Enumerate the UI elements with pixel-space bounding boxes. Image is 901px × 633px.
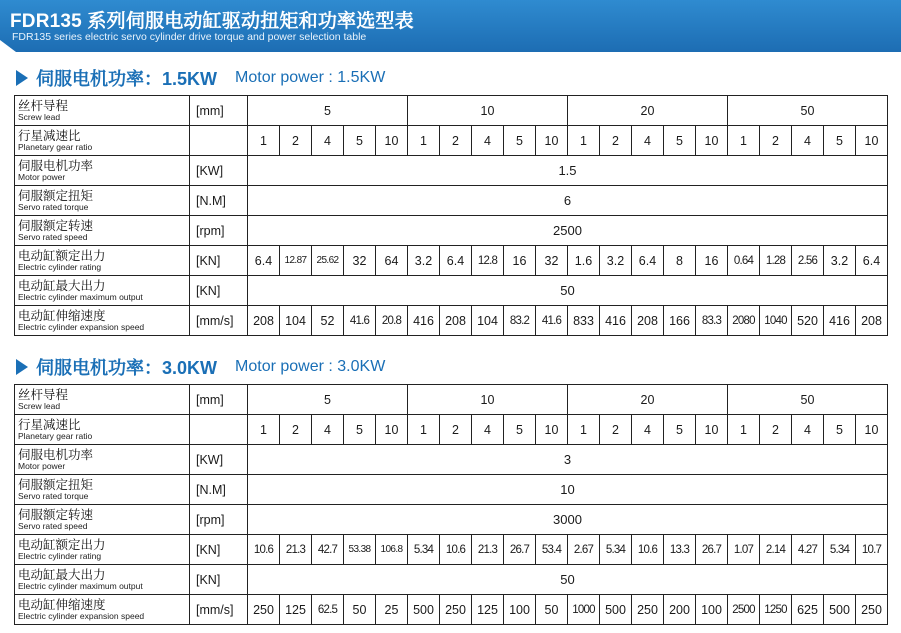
value-cell: 2 — [440, 415, 472, 445]
row-label-en: Planetary gear ratio — [18, 142, 93, 152]
row-label — [15, 276, 190, 306]
value-cell: 5 — [664, 126, 696, 156]
table-row — [15, 565, 888, 595]
value-cell: 4.27 — [792, 535, 824, 565]
value-cell: 5.34 — [824, 535, 856, 565]
triangle-bullet-icon — [16, 70, 28, 86]
row-unit: [N.M] — [190, 186, 248, 216]
value-cell: 26.7 — [504, 535, 536, 565]
row-label-en: Electric cylinder rating — [18, 262, 102, 272]
table-row — [15, 216, 888, 246]
value-cell: 208 — [856, 306, 888, 336]
row-label-en: Planetary gear ratio — [18, 431, 93, 441]
value-cell: 4 — [632, 415, 664, 445]
value-cell: 83.2 — [504, 306, 536, 336]
value-cell: 10 — [376, 415, 408, 445]
value-cell: 41.6 — [536, 306, 568, 336]
merged-value-cell: 1.5 — [248, 156, 888, 186]
row-label-cn: 电动缸额定出力 — [18, 537, 106, 552]
value-cell: 416 — [408, 306, 440, 336]
value-cell: 1.6 — [568, 246, 600, 276]
screw-lead-cell: 5 — [248, 96, 408, 126]
merged-value-cell: 50 — [248, 565, 888, 595]
value-cell: 833 — [568, 306, 600, 336]
row-label-en: Screw lead — [18, 401, 61, 411]
table-row — [15, 156, 888, 186]
table-row — [15, 595, 888, 625]
row-label — [15, 156, 190, 186]
row-label — [15, 505, 190, 535]
value-cell: 1 — [728, 126, 760, 156]
value-cell: 32 — [536, 246, 568, 276]
value-cell: 10.7 — [856, 535, 888, 565]
value-cell: 0.64 — [728, 246, 760, 276]
value-cell: 208 — [632, 306, 664, 336]
row-label — [15, 385, 190, 415]
screw-lead-cell: 20 — [568, 96, 728, 126]
value-cell: 520 — [792, 306, 824, 336]
value-cell: 2 — [440, 126, 472, 156]
section-heading-2 — [16, 355, 385, 379]
merged-value-cell: 2500 — [248, 216, 888, 246]
value-cell: 100 — [504, 595, 536, 625]
value-cell: 10 — [856, 126, 888, 156]
value-cell: 25.62 — [312, 246, 344, 276]
row-label-cn: 伺服额定转速 — [18, 218, 94, 233]
row-label-cn: 丝杆导程 — [18, 387, 69, 402]
value-cell: 21.3 — [280, 535, 312, 565]
table-row — [15, 276, 888, 306]
value-cell: 2 — [280, 415, 312, 445]
value-cell: 16 — [696, 246, 728, 276]
merged-value-cell: 3 — [248, 445, 888, 475]
row-unit: [mm] — [190, 385, 248, 415]
value-cell: 21.3 — [472, 535, 504, 565]
row-label — [15, 595, 190, 625]
value-cell: 50 — [536, 595, 568, 625]
row-unit: [mm/s] — [190, 306, 248, 336]
row-label — [15, 445, 190, 475]
row-unit: [rpm] — [190, 216, 248, 246]
table-row — [15, 445, 888, 475]
row-label-en: Electric cylinder expansion speed — [18, 322, 145, 332]
row-unit: [KN] — [190, 246, 248, 276]
table-row — [15, 535, 888, 565]
value-cell: 12.8 — [472, 246, 504, 276]
value-cell: 5 — [344, 126, 376, 156]
value-cell: 53.4 — [536, 535, 568, 565]
value-cell: 2 — [600, 126, 632, 156]
value-cell: 16 — [504, 246, 536, 276]
row-label-en: Electric cylinder expansion speed — [18, 611, 145, 621]
row-label-en: Electric cylinder rating — [18, 551, 102, 561]
value-cell: 83.3 — [696, 306, 728, 336]
value-cell: 4 — [312, 126, 344, 156]
value-cell: 2500 — [728, 595, 760, 625]
banner-corner-notch — [0, 40, 16, 52]
header-banner — [0, 0, 901, 52]
row-label-en: Electric cylinder maximum output — [18, 292, 143, 302]
value-cell: 4 — [792, 126, 824, 156]
value-cell: 10.6 — [632, 535, 664, 565]
value-cell: 250 — [856, 595, 888, 625]
value-cell: 1 — [728, 415, 760, 445]
value-cell: 4 — [632, 126, 664, 156]
value-cell: 10 — [536, 415, 568, 445]
value-cell: 625 — [792, 595, 824, 625]
row-label — [15, 535, 190, 565]
row-label-cn: 伺服电机功率 — [18, 447, 94, 462]
value-cell: 10 — [856, 415, 888, 445]
value-cell: 53.38 — [344, 535, 376, 565]
value-cell: 2.67 — [568, 535, 600, 565]
value-cell: 1040 — [760, 306, 792, 336]
value-cell: 32 — [344, 246, 376, 276]
row-label-cn: 电动缸额定出力 — [18, 248, 106, 263]
value-cell: 2080 — [728, 306, 760, 336]
row-label-en: Motor power — [18, 172, 66, 182]
row-label-cn: 电动缸伸缩速度 — [18, 308, 106, 323]
value-cell: 20.8 — [376, 306, 408, 336]
value-cell: 500 — [824, 595, 856, 625]
row-unit: [KW] — [190, 445, 248, 475]
value-cell: 25 — [376, 595, 408, 625]
value-cell: 42.7 — [312, 535, 344, 565]
row-label-cn: 伺服电机功率 — [18, 158, 94, 173]
value-cell: 64 — [376, 246, 408, 276]
spec-table-1.5kw — [14, 95, 888, 336]
row-label-cn: 伺服额定扭矩 — [18, 477, 94, 492]
value-cell: 1000 — [568, 595, 600, 625]
row-label-en: Servo rated speed — [18, 521, 88, 531]
value-cell: 1250 — [760, 595, 792, 625]
row-unit: [mm/s] — [190, 595, 248, 625]
value-cell: 50 — [344, 595, 376, 625]
value-cell: 2 — [760, 126, 792, 156]
value-cell: 1 — [248, 415, 280, 445]
row-label-en: Electric cylinder maximum output — [18, 581, 143, 591]
value-cell: 208 — [440, 306, 472, 336]
table-row — [15, 385, 888, 415]
table-row — [15, 96, 888, 126]
screw-lead-cell: 50 — [728, 385, 888, 415]
value-cell: 500 — [600, 595, 632, 625]
row-unit: [KN] — [190, 276, 248, 306]
page-title: FDR135 系列伺服电动缸驱动扭矩和功率选型表 — [10, 11, 414, 32]
merged-value-cell: 6 — [248, 186, 888, 216]
row-label — [15, 475, 190, 505]
value-cell: 104 — [472, 306, 504, 336]
merged-value-cell: 10 — [248, 475, 888, 505]
table-row — [15, 415, 888, 445]
row-label-en: Motor power — [18, 461, 66, 471]
value-cell: 6.4 — [632, 246, 664, 276]
page-subtitle: FDR135 series electric servo cylinder drive torque and power selection table — [12, 31, 367, 43]
row-label — [15, 186, 190, 216]
value-cell: 250 — [248, 595, 280, 625]
value-cell: 5 — [664, 415, 696, 445]
value-cell: 6.4 — [440, 246, 472, 276]
row-label — [15, 306, 190, 336]
value-cell: 125 — [472, 595, 504, 625]
value-cell: 104 — [280, 306, 312, 336]
row-label-en: Screw lead — [18, 112, 61, 122]
row-unit: [mm] — [190, 96, 248, 126]
value-cell: 5 — [504, 126, 536, 156]
value-cell: 200 — [664, 595, 696, 625]
value-cell: 10.6 — [440, 535, 472, 565]
value-cell: 1 — [408, 415, 440, 445]
row-unit: [rpm] — [190, 505, 248, 535]
row-label — [15, 246, 190, 276]
value-cell: 5 — [504, 415, 536, 445]
value-cell: 10 — [536, 126, 568, 156]
value-cell: 1 — [568, 415, 600, 445]
value-cell: 6.4 — [248, 246, 280, 276]
row-label-en: Servo rated torque — [18, 202, 89, 212]
value-cell: 5.34 — [408, 535, 440, 565]
section-title-cn: 伺服电机功率：3.0KW — [36, 358, 218, 378]
screw-lead-cell: 50 — [728, 96, 888, 126]
value-cell: 1 — [408, 126, 440, 156]
table-row — [15, 246, 888, 276]
row-unit: [KN] — [190, 535, 248, 565]
table-row — [15, 126, 888, 156]
value-cell: 2.14 — [760, 535, 792, 565]
row-label — [15, 216, 190, 246]
row-label-cn: 丝杆导程 — [18, 98, 69, 113]
value-cell: 250 — [440, 595, 472, 625]
value-cell: 1.28 — [760, 246, 792, 276]
value-cell: 416 — [600, 306, 632, 336]
value-cell: 5 — [824, 126, 856, 156]
value-cell: 4 — [312, 415, 344, 445]
value-cell: 416 — [824, 306, 856, 336]
value-cell: 208 — [248, 306, 280, 336]
triangle-bullet-icon — [16, 359, 28, 375]
spec-table-3.0kw — [14, 384, 888, 625]
screw-lead-cell: 20 — [568, 385, 728, 415]
row-label — [15, 126, 190, 156]
value-cell: 3.2 — [408, 246, 440, 276]
value-cell: 500 — [408, 595, 440, 625]
value-cell: 2 — [280, 126, 312, 156]
table-row — [15, 475, 888, 505]
value-cell: 52 — [312, 306, 344, 336]
value-cell: 1.07 — [728, 535, 760, 565]
section-title-en: Motor power : 3.0KW — [235, 358, 386, 375]
value-cell: 10 — [696, 126, 728, 156]
screw-lead-cell: 10 — [408, 385, 568, 415]
value-cell: 4 — [792, 415, 824, 445]
row-label-cn: 电动缸伸缩速度 — [18, 597, 106, 612]
value-cell: 125 — [280, 595, 312, 625]
value-cell: 10 — [696, 415, 728, 445]
value-cell: 13.3 — [664, 535, 696, 565]
value-cell: 5 — [344, 415, 376, 445]
row-label-cn: 电动缸最大出力 — [18, 567, 106, 582]
section-title-cn: 伺服电机功率：1.5KW — [36, 69, 218, 89]
value-cell: 62.5 — [312, 595, 344, 625]
table-row — [15, 306, 888, 336]
row-label-cn: 伺服额定转速 — [18, 507, 94, 522]
screw-lead-cell: 10 — [408, 96, 568, 126]
row-label — [15, 415, 190, 445]
value-cell: 41.6 — [344, 306, 376, 336]
value-cell: 5.34 — [600, 535, 632, 565]
row-unit — [190, 415, 248, 445]
row-unit: [KW] — [190, 156, 248, 186]
value-cell: 166 — [664, 306, 696, 336]
value-cell: 2 — [760, 415, 792, 445]
value-cell: 2.56 — [792, 246, 824, 276]
value-cell: 10.6 — [248, 535, 280, 565]
row-label-en: Servo rated torque — [18, 491, 89, 501]
value-cell: 100 — [696, 595, 728, 625]
value-cell: 12.87 — [280, 246, 312, 276]
value-cell: 8 — [664, 246, 696, 276]
merged-value-cell: 50 — [248, 276, 888, 306]
screw-lead-cell: 5 — [248, 385, 408, 415]
value-cell: 2 — [600, 415, 632, 445]
row-label-cn: 行星减速比 — [18, 417, 81, 432]
row-label-cn: 伺服额定扭矩 — [18, 188, 94, 203]
row-label-en: Servo rated speed — [18, 232, 88, 242]
value-cell: 1 — [248, 126, 280, 156]
value-cell: 10 — [376, 126, 408, 156]
row-label — [15, 96, 190, 126]
row-label-cn: 行星减速比 — [18, 128, 81, 143]
section-title-en: Motor power : 1.5KW — [235, 69, 386, 86]
value-cell: 3.2 — [600, 246, 632, 276]
row-label — [15, 565, 190, 595]
value-cell: 4 — [472, 126, 504, 156]
row-label-cn: 电动缸最大出力 — [18, 278, 106, 293]
value-cell: 106.8 — [376, 535, 408, 565]
row-unit — [190, 126, 248, 156]
row-unit: [N.M] — [190, 475, 248, 505]
value-cell: 4 — [472, 415, 504, 445]
section-heading-1 — [16, 66, 385, 90]
value-cell: 1 — [568, 126, 600, 156]
value-cell: 6.4 — [856, 246, 888, 276]
value-cell: 5 — [824, 415, 856, 445]
merged-value-cell: 3000 — [248, 505, 888, 535]
value-cell: 26.7 — [696, 535, 728, 565]
value-cell: 250 — [632, 595, 664, 625]
row-unit: [KN] — [190, 565, 248, 595]
table-row — [15, 505, 888, 535]
table-row — [15, 186, 888, 216]
value-cell: 3.2 — [824, 246, 856, 276]
